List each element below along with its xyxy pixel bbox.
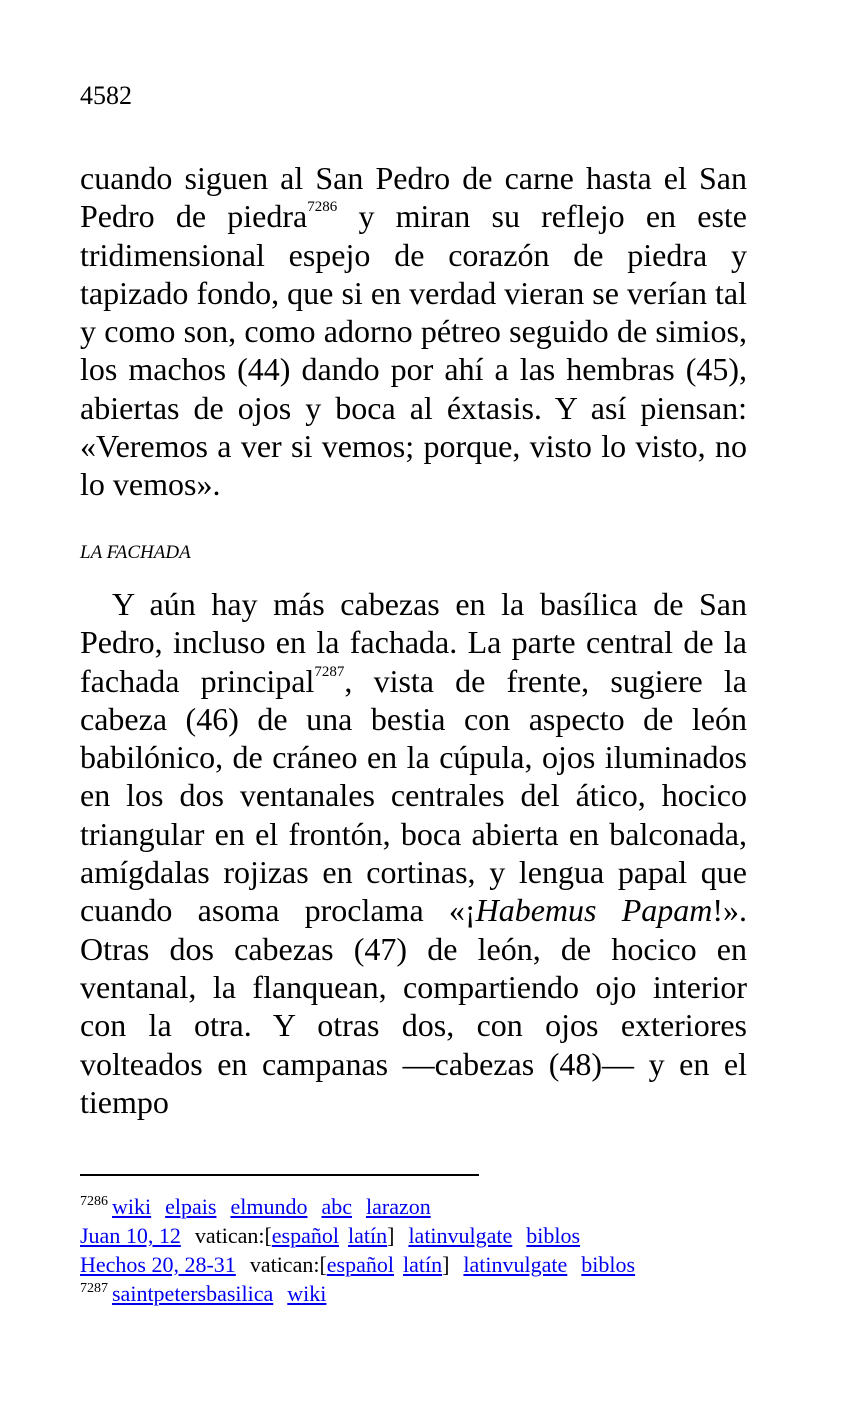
body-paragraph-2: [80, 585, 747, 1121]
biblos-link[interactable]: biblos: [526, 1223, 581, 1248]
para1-text-a: cuando siguen al San Pedro de carne hasta el San Pedro de piedra: [80, 160, 747, 235]
footnote-ref-line-hechos: [80, 1250, 820, 1279]
footnotes: [80, 1192, 820, 1308]
fn-link-larazon[interactable]: larazon: [365, 1194, 431, 1219]
vatican-espanol-link[interactable]: español: [271, 1223, 339, 1248]
latinvulgate-link[interactable]: latinvulgate: [463, 1252, 568, 1277]
section-heading: LA FACHADA: [80, 542, 191, 563]
para1-text-b: y miran su reflejo en este tridimensional espejo de corazón de piedra y tapizado fondo, que si en verdad vieran se verían tal y como son, como adorno pétreo seguido de simios, los machos (44) dando por ahí a las hembras (45), abiertas de ojos y boca al éxtasis. Y así piensan: «Veremos a ver si vemos; porque, visto lo visto, no lo vemos».: [80, 198, 748, 503]
footnote-7286-line: [80, 1192, 820, 1221]
biblos-link[interactable]: biblos: [581, 1252, 636, 1277]
para2-text-c: !». Otras dos cabezas (47) de león, de hocico en ventanal, la flanquean, compartiendo ojo interior con la otra. Y otras dos, con ojos exteriores volteados en campanas —cabezas (48)— y en el tiempo: [80, 892, 748, 1120]
vatican-bracket: ]: [387, 1223, 395, 1248]
vatican-label: vatican:[: [249, 1252, 327, 1277]
vatican-latin-link[interactable]: latín: [348, 1223, 388, 1248]
footnote-divider: [80, 1174, 479, 1176]
footnote-7287-line: [80, 1279, 820, 1308]
footnote-ref-7286[interactable]: 7286: [307, 199, 338, 216]
fn-link-abc[interactable]: abc: [321, 1194, 352, 1219]
fn-link-wiki[interactable]: wiki: [112, 1194, 152, 1219]
vatican-label: vatican:[: [194, 1223, 272, 1248]
footnote-mark-7287: 7287: [80, 1281, 108, 1296]
vatican-espanol-link[interactable]: español: [326, 1252, 394, 1277]
para2-italic: Habemus Papam: [475, 892, 713, 929]
vatican-bracket: ]: [442, 1252, 450, 1277]
fn-link-elpais[interactable]: elpais: [165, 1194, 217, 1219]
body-paragraph-1: [80, 159, 747, 504]
fn-link-saintpetersbasilica[interactable]: saintpetersbasilica: [112, 1281, 274, 1306]
para2-text-b: , vista de frente, sugiere la cabeza (46) de una bestia con aspecto de león babilónico, de cráneo en la cúpula, ojos iluminados en los dos ventanales centrales del ático, hocico triangular en el frontón, boca abierta en balconada, amígdalas rojizas en cortinas, y lengua papal que cuando asoma proclama «¡: [80, 662, 748, 929]
vatican-latin-link[interactable]: latín: [402, 1252, 443, 1277]
fn-link-elmundo[interactable]: elmundo: [230, 1194, 308, 1219]
ref-link-hechos[interactable]: Hechos 20, 28-31: [80, 1252, 236, 1277]
footnote-ref-line-juan: [80, 1221, 820, 1250]
page-number: 4582: [80, 81, 132, 110]
latinvulgate-link[interactable]: latinvulgate: [408, 1223, 513, 1248]
ref-link-juan[interactable]: Juan 10, 12: [80, 1223, 181, 1248]
footnote-mark-7286: 7286: [80, 1194, 108, 1209]
fn-link-wiki-2[interactable]: wiki: [287, 1281, 327, 1306]
footnote-ref-7287[interactable]: 7287: [314, 663, 345, 680]
para2-text-a: Y aún hay más cabezas en la basílica de San Pedro, incluso en la fachada. La parte central de la fachada principal: [80, 586, 747, 699]
